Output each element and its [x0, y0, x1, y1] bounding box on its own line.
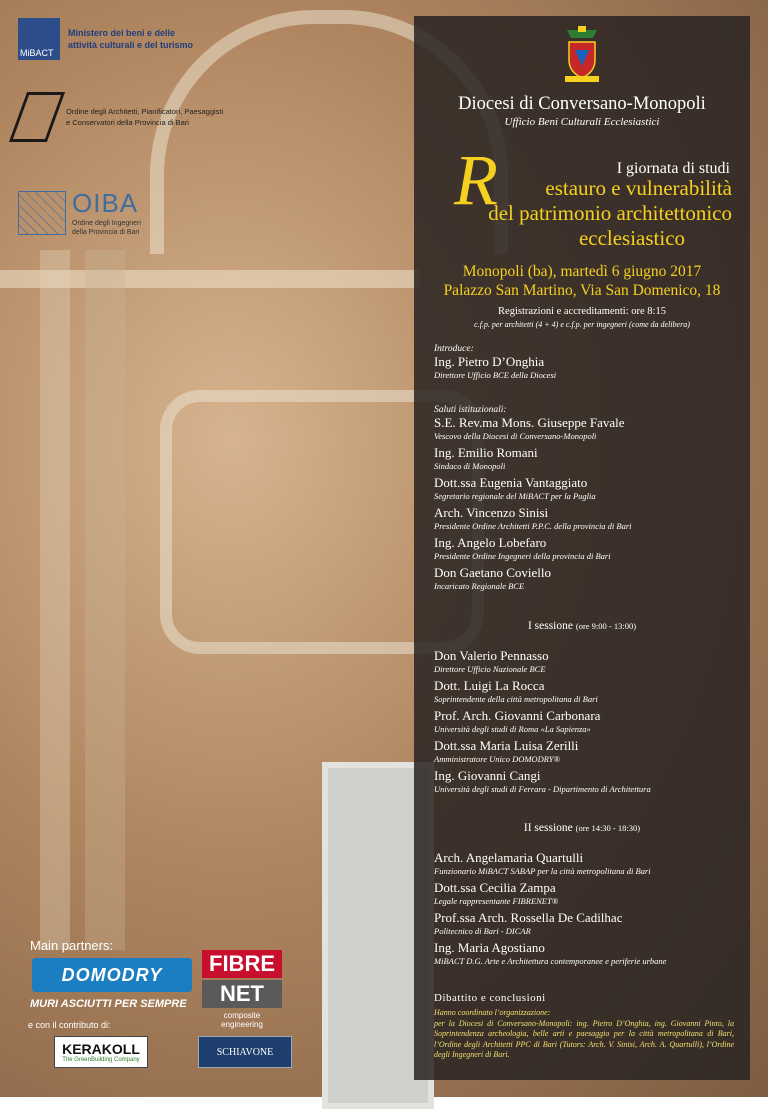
speaker-role: Direttore Ufficio BCE della Diocesi: [434, 370, 557, 380]
wall-pilaster: [40, 250, 70, 950]
registration-time: Registrazioni e accreditamenti: ore 8:15: [498, 306, 666, 317]
credits-note: c.f.p. per architetti (4 + 4) e c.f.p. per ingegneri (come da delibera): [474, 320, 690, 329]
office-subtitle: Ufficio Beni Culturali Ecclesiastici: [504, 116, 660, 128]
speaker-role: Soprintendente della città metropolitana di Bari: [434, 694, 598, 704]
speaker-role: Legale rappresentante FIBRENET®: [434, 896, 559, 906]
intro-block: [434, 344, 734, 384]
greetings-block: [434, 405, 734, 595]
speaker-role: Amministratore Unico DOMODRY®: [434, 754, 560, 764]
speaker-entry: [434, 678, 734, 705]
speaker-name: Ing. Angelo Lobefaro: [434, 535, 547, 550]
speaker-name: Don Gaetano Coviello: [434, 565, 551, 580]
event-title-line3: ecclesiastico: [578, 226, 686, 250]
fibrenet-net: NET: [202, 980, 282, 1008]
speaker-name: Dott.ssa Cecilia Zampa: [434, 880, 556, 895]
kerakoll-name: KERAKOLL: [62, 1041, 140, 1057]
kerakoll-logo: [54, 1036, 148, 1068]
speaker-name: Arch. Angelamaria Quartulli: [434, 850, 584, 865]
intro-label: Introduce:: [434, 344, 474, 354]
speaker-entry: [434, 475, 734, 502]
ordine-line2: e Conservatori della Provincia di Bari: [66, 118, 189, 127]
event-title-line2: del patrimonio architettonico: [488, 201, 732, 225]
speaker-role: Politecnico di Bari - DICAR: [434, 926, 531, 936]
ordine-mark-icon: [9, 92, 65, 142]
speaker-role: MiBACT D.G. Arte e Architettura contemporanee e periferie urbane: [434, 956, 667, 966]
ordine-line1: Ordine degli Architetti, Pianificatori, Paesaggisti: [66, 107, 224, 116]
event-title-line1: estauro e vulnerabilità: [545, 176, 732, 200]
speaker-name: Arch. Vincenzo Sinisi: [434, 505, 549, 520]
organizers-note-title: Hanno coordinato l’organizzazione:: [434, 1008, 551, 1017]
speaker-entry: [434, 910, 734, 937]
speaker-role: Incaricato Regionale BCE: [434, 581, 525, 591]
speaker-name: Ing. Giovanni Cangi: [434, 768, 541, 783]
speaker-entry: [434, 850, 734, 877]
closing-title: Dibattito e conclusioni: [434, 992, 546, 1004]
speaker-role: Presidente Ordine Architetti P.P.C. della provincia di Bari: [434, 521, 632, 531]
wall-pilaster: [85, 250, 125, 950]
oiba-name: OIBA: [72, 188, 139, 218]
speaker-entry: [434, 415, 734, 442]
mibact-box: MiBACT: [18, 18, 60, 60]
speaker-role: Segretario regionale del MiBACT per la Puglia: [434, 491, 596, 501]
speaker-name: Dott.ssa Maria Luisa Zerilli: [434, 738, 579, 753]
speaker-name: Dott. Luigi La Rocca: [434, 678, 545, 693]
speaker-entry: [434, 738, 734, 765]
session1-block: [434, 648, 734, 798]
speaker-role: Direttore Ufficio Nazionale BCE: [434, 664, 546, 674]
speaker-entry: [434, 648, 734, 675]
mibact-line1: Ministero dei beni e delle: [68, 28, 176, 38]
speaker-name: Ing. Maria Agostiano: [434, 940, 545, 955]
greetings-label: Saluti istituzionali:: [434, 405, 507, 415]
speaker-role: Università degli studi di Roma «La Sapienza»: [434, 724, 591, 734]
speaker-name: Don Valerio Pennasso: [434, 648, 549, 663]
speaker-name: S.E. Rev.ma Mons. Giuseppe Favale: [434, 415, 625, 430]
program-panel: [414, 16, 750, 1080]
organizers-note-text: per la Diocesi di Conversano-Monopoli: ing. Pietro D’Onghia, ing. Giovanni Pinto, la Soprintendenza archeologia, belle arti e paesaggio per la città metropolitana di Bari, l’Ordine degli Architetti PPC di Bari (Tutors: Arch. V. Sinisi, Arch. A. Quartulli), l’Ordine degli Ingegneri di Bari.: [434, 1018, 734, 1059]
speaker-name: Dott.ssa Eugenia Vantaggiato: [434, 475, 588, 490]
speaker-name: Prof. Arch. Giovanni Carbonara: [434, 708, 601, 723]
speaker-name: Ing. Pietro D’Onghia: [434, 354, 545, 369]
speaker-entry: [434, 940, 734, 967]
session1-time: (ore 9:00 - 13:00): [575, 621, 637, 631]
session2-title: II sessione: [523, 822, 573, 834]
speaker-entry: [434, 708, 734, 735]
kerakoll-tagline: The GreenBuilding Company: [62, 1057, 140, 1063]
session1-title: I sessione: [527, 620, 573, 632]
mibact-logo: [18, 18, 193, 60]
session1-heading: [414, 620, 750, 632]
speaker-role: Vescovo della Diocesi di Conversano-Monopoli: [434, 431, 597, 441]
session2-heading: [414, 822, 750, 834]
speaker-role: Sindaco di Monopoli: [434, 461, 506, 471]
session2-time: (ore 14:30 - 18:30): [575, 823, 641, 833]
speaker-role: Presidente Ordine Ingegneri della provincia di Bari: [434, 551, 611, 561]
speaker-role: Università degli studi di Ferrara - Dipartimento di Architettura: [434, 784, 651, 794]
event-title: [432, 176, 732, 251]
fibrenet-tagline: composite engineering: [221, 1011, 263, 1029]
contribution-label: e con il contributo di:: [28, 1020, 111, 1030]
speaker-entry: [434, 505, 734, 532]
speaker-entry: [434, 445, 734, 472]
organizers-note: [434, 1008, 734, 1061]
speaker-name: Ing. Emilio Romani: [434, 445, 538, 460]
speaker-entry: [434, 535, 734, 562]
oiba-text: [72, 188, 141, 237]
mibact-text: [68, 27, 193, 51]
partners-label: Main partners:: [30, 938, 114, 953]
event-venue: Palazzo San Martino, Via San Domenico, 18: [443, 282, 721, 299]
session2-block: [434, 850, 734, 970]
speaker-entry: [434, 880, 734, 907]
oiba-small1: Ordine degli Ingegneri: [72, 220, 141, 227]
domodry-tagline: MURI ASCIUTTI PER SEMPRE: [30, 998, 187, 1010]
title-initial: R: [454, 140, 498, 220]
fibrenet-fibre: FIBRE: [202, 950, 282, 978]
ordine-architetti-logo: [18, 92, 223, 142]
speaker-name: Prof.ssa Arch. Rossella De Cadilhac: [434, 910, 623, 925]
oiba-small2: della Provincia di Bari: [72, 229, 140, 236]
oiba-mark-icon: [18, 191, 66, 235]
fibrenet-logo: [202, 950, 282, 1029]
oiba-logo: [18, 188, 141, 237]
study-day-label: I giornata di studi: [616, 160, 730, 177]
event-place: [414, 262, 750, 300]
speaker-entry: [434, 768, 734, 795]
schiavone-logo: SCHIAVONE: [198, 1036, 292, 1068]
diocese-title: Diocesi di Conversano-Monopoli: [458, 94, 706, 114]
speaker-role: Funzionario MiBACT SABAP per la città metropolitana di Bari: [434, 866, 651, 876]
event-date: Monopoli (ba), martedì 6 giugno 2017: [462, 263, 702, 280]
diocese-crest-icon: [557, 26, 607, 84]
speaker-entry: [434, 565, 734, 592]
ordine-text: [66, 106, 223, 128]
domodry-logo: DOMODRY: [32, 958, 192, 992]
mibact-line2: attività culturali e del turismo: [68, 40, 194, 50]
